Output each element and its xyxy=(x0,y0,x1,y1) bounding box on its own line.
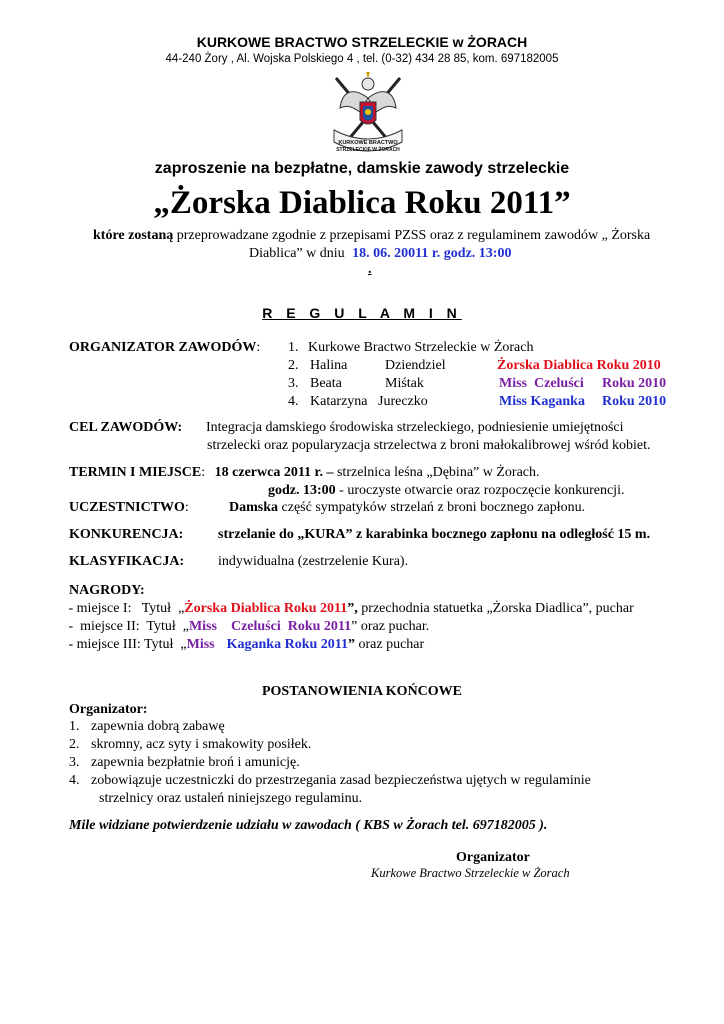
time-line xyxy=(268,483,624,499)
list-num: 3. xyxy=(69,755,80,770)
event-date: 18. 06. 20011 r. godz. 13:00 xyxy=(352,246,512,261)
participants-rest: część sympatyków strzelań z broni bocznego zapłonu. xyxy=(278,500,586,515)
organizers-sep: : xyxy=(256,340,261,355)
invitation-intro-line2 xyxy=(249,246,511,262)
goal-line1: Integracja damskiego środowiska strzeleckiego, podniesienie umiejętności xyxy=(206,420,624,435)
prize-title: Miss xyxy=(186,637,215,652)
participants-bold: Damska xyxy=(229,500,279,515)
emblem-logo xyxy=(330,68,406,160)
place-date: 18 czerwca 2011 r. – xyxy=(214,465,334,480)
confirmation-note: Mile widziane potwierdzenie udziału w zawodach ( KBS w Żorach tel. 697182005 ). xyxy=(69,818,548,833)
final-item-4 xyxy=(69,773,591,789)
final-item-3 xyxy=(69,755,300,771)
signature-name: Kurkowe Bractwo Strzeleckie w Żorach xyxy=(371,866,570,880)
prize-title-b: Kaganka Roku 2011 xyxy=(226,637,348,652)
winner-year: Roku 2010 xyxy=(602,394,667,409)
list-text: zobowiązuje uczestniczki do przestrzegania zasad bezpieczeństwa ujętych w regulaminie xyxy=(91,773,591,788)
participants-sep: : xyxy=(184,500,189,515)
place-text: strzelnica leśna „Dębina” w Żorach. xyxy=(333,465,540,480)
list-num: 3. xyxy=(288,376,299,391)
dot-mark: . xyxy=(368,262,372,277)
organizers-label-text: ORGANIZATOR ZAWODÓW xyxy=(69,340,257,355)
invitation-intro xyxy=(93,228,650,244)
list-num: 2. xyxy=(69,737,80,752)
winner-title: Żorska Diablica Roku 2010 xyxy=(497,358,661,373)
participants-line xyxy=(69,500,189,516)
goal-label: CEL ZAWODÓW: xyxy=(69,420,183,435)
prize-prefix: - miejsce I: Tytuł „ xyxy=(65,601,185,616)
prize-prefix: - miejsce II: Tytuł „ xyxy=(65,619,189,634)
winner-year: Roku 2010 xyxy=(602,376,667,391)
winner-title: Miss Czeluści xyxy=(499,376,584,391)
first-name: Halina xyxy=(310,358,348,373)
list-text: zapewnia bezpłatnie broń i amunicję. xyxy=(91,755,300,770)
final-item-2 xyxy=(69,737,312,753)
prize-rest: przechodnia statuetka „Żorska Diadlica”, puchar xyxy=(357,601,634,616)
list-text: zapewnia dobrą zabawę xyxy=(91,719,225,734)
organizer-name: Kurkowe Bractwo Strzeleckie w Żorach xyxy=(308,340,534,355)
prize-2 xyxy=(65,619,429,635)
list-num: 4. xyxy=(288,394,299,409)
final-item-1 xyxy=(69,719,225,735)
list-num: 1. xyxy=(69,719,80,734)
participants-text xyxy=(229,500,585,516)
org-address: 44-240 Żory , Al. Wojska Polskiego 4 , tel. (0-32) 434 28 85, kom. 697182005 xyxy=(165,53,559,65)
organizer-item-3 xyxy=(288,376,688,392)
svg-text:STRZELECKIE W ŻORACH: STRZELECKIE W ŻORACH xyxy=(336,147,400,153)
place-sep: : xyxy=(201,465,206,480)
org-name: KURKOWE BRACTWO STRZELECKIE w ŻORACH xyxy=(196,34,528,50)
final-item-4-cont: strzelnicy oraz ustaleń niniejszego regulaminu. xyxy=(99,791,363,806)
last-name: Dziendziel xyxy=(385,358,446,373)
prize-quote: ”, xyxy=(347,601,358,616)
list-num: 1. xyxy=(288,340,299,355)
signature-title: Organizator xyxy=(456,850,530,865)
organizer-label: Organizator: xyxy=(69,702,148,717)
list-text: skromny, acz syty i smakowity posiłek. xyxy=(91,737,312,752)
list-num: 2. xyxy=(288,358,299,373)
prizes-label: NAGRODY: xyxy=(69,583,145,598)
invitation-subtitle: zaproszenie na bezpłatne, damskie zawody strzeleckie xyxy=(154,160,570,177)
winner-title: Miss Kaganka xyxy=(499,394,585,409)
competition-text: strzelanie do „KURA” z karabinka bocznego zapłonu na odległość 15 m. xyxy=(218,527,651,542)
competition-label: KONKURENCJA: xyxy=(69,527,184,542)
eagle-crest-icon xyxy=(330,68,406,160)
prize-3 xyxy=(65,637,424,653)
place-line xyxy=(69,465,540,481)
first-name: Katarzyna xyxy=(310,394,368,409)
svg-text:KURKOWE BRACTWO: KURKOWE BRACTWO xyxy=(338,140,398,146)
prize-rest: oraz puchar xyxy=(355,637,425,652)
prize-title: Żorska Diablica Roku 2011 xyxy=(184,601,348,616)
classification-label: KLASYFIKACJA: xyxy=(69,554,185,569)
organizer-item-4 xyxy=(288,394,688,410)
intro-rest: przeprowadzane zgodnie z przepisami PZSS oraz z regulaminem zawodów „ Żorska xyxy=(173,228,651,243)
classification-text: indywidualna (zestrzelenie Kura). xyxy=(218,554,409,569)
prize-quote: ” xyxy=(348,637,355,652)
goal-line2: strzelecki oraz popularyzacja strzelectwa z broni małokalibrowej wśród kobiet. xyxy=(207,438,651,453)
prize-prefix: - miejsce III: Tytuł „ xyxy=(65,637,187,652)
page-title: „Żorska Diablica Roku 2011” xyxy=(153,185,571,221)
participants-label: UCZESTNICTWO xyxy=(69,500,185,515)
last-name: Miśtak xyxy=(385,376,424,391)
final-heading: POSTANOWIENIA KOŃCOWE xyxy=(261,684,463,699)
last-name: Jureczko xyxy=(378,394,428,409)
intro-bold: które zostaną xyxy=(93,228,174,243)
prize-quote: ” xyxy=(351,619,358,634)
prize-1 xyxy=(65,601,634,617)
organizer-item-2 xyxy=(288,358,688,374)
event-time: godz. 13:00 xyxy=(268,483,336,498)
organizers-label xyxy=(69,340,260,356)
first-name: Beata xyxy=(310,376,342,391)
time-text: - uroczyste otwarcie oraz rozpoczęcie konkurencji. xyxy=(335,483,625,498)
place-label: TERMIN I MIEJSCE xyxy=(69,465,202,480)
prize-title: Miss Czeluści Roku 2011 xyxy=(188,619,352,634)
intro-line2: Diablica” w dniu xyxy=(249,246,345,261)
organizer-item-1 xyxy=(288,340,533,356)
prize-rest: oraz puchar. xyxy=(357,619,430,634)
rules-heading: R E G U L A M I N xyxy=(262,305,462,321)
list-num: 4. xyxy=(69,773,80,788)
